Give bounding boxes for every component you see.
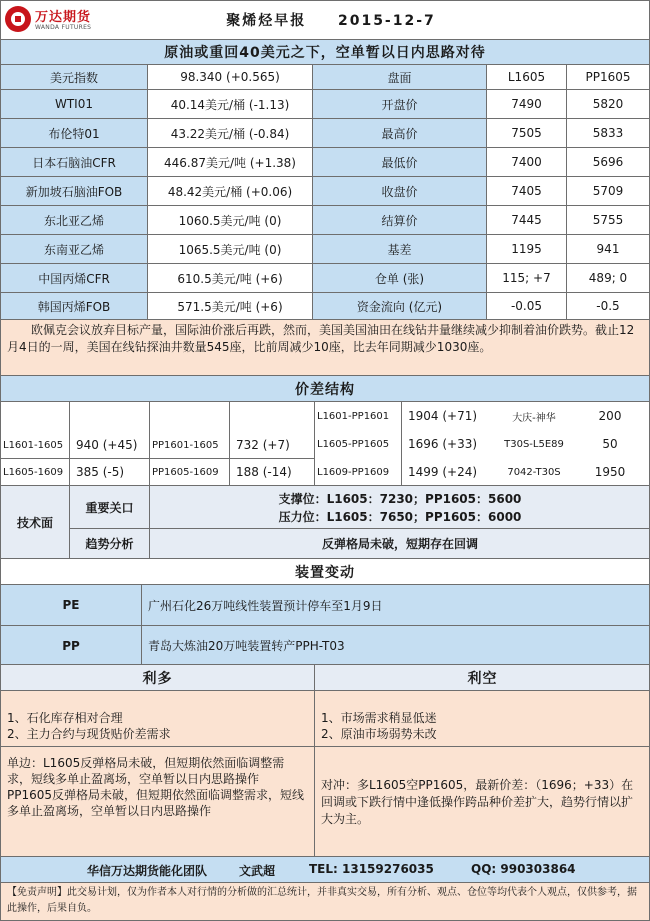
spread-title: 价差结构	[0, 376, 650, 402]
futures-header-pp1605: PP1605	[567, 65, 650, 90]
devices-title: 装置变动	[0, 559, 650, 585]
market-label: 布伦特01	[0, 119, 148, 148]
device-text-pp: 青岛大炼油20万吨装置转产PPH-T03	[148, 639, 345, 653]
strategy-section	[0, 747, 650, 857]
report-header	[0, 0, 650, 40]
news-summary: 欧佩克会议放弃目标产量，国际油价涨后再跌，然而，美国美国油田在线钻井量继续减少抑制着油价跌势。截止12月4日的一周，美国在线钻探油井数量545座，比前周减少10座，比去年同期减少1030座。	[0, 320, 650, 376]
futures-value-l1605: 7505	[487, 119, 567, 148]
market-label: 韩国丙烯FOB	[0, 293, 148, 320]
futures-header-l1605: L1605	[487, 65, 567, 90]
market-value: 40.14美元/桶 (-1.13)	[148, 90, 313, 119]
spread-right-name2-1: 大庆-神华	[512, 412, 556, 424]
market-label: 中国丙烯CFR	[0, 264, 148, 293]
author-name: 文武超	[239, 864, 276, 878]
spread-left-value-1: 940 (+45)	[76, 438, 138, 452]
market-label: 美元指数	[0, 65, 148, 90]
spread-right-value2-1: 200	[598, 409, 622, 423]
spread-right-value-2: 1696 (+33)	[408, 437, 478, 451]
futures-label: 仓单 (张)	[313, 264, 487, 293]
spread-right-name2-3: 7042-T30S	[507, 466, 561, 478]
key-level-label: 重要关口	[85, 500, 134, 515]
logo-mark-icon	[5, 6, 31, 32]
futures-value-pp1605: 5755	[567, 206, 650, 235]
spread-mid-value-2: 188 (-14)	[236, 465, 292, 479]
device-label-pe: PE	[62, 598, 80, 612]
trend-text: 反弹格局未破，短期存在回调	[321, 537, 478, 551]
market-label: 新加坡石脑油FOB	[0, 177, 148, 206]
spread-mid-value-1: 732 (+7)	[236, 438, 290, 452]
spread-right-name2-2: T30S-L5E89	[504, 438, 564, 450]
futures-header-label: 盘面	[313, 65, 487, 90]
futures-value-l1605: -0.05	[487, 293, 567, 320]
futures-label: 结算价	[313, 206, 487, 235]
market-value: 610.5美元/吨 (+6)	[148, 264, 313, 293]
market-label: 东南亚乙烯	[0, 235, 148, 264]
futures-label: 开盘价	[313, 90, 487, 119]
spread-mid-name-1: PP1601-1605	[152, 439, 219, 451]
device-text-pe: 广州石化26万吨线性装置预计停车至1月9日	[148, 598, 383, 613]
resistance-level: 压力位：L1605：7650；PP1605：6000	[278, 509, 522, 524]
spread-mid-name-2: PP1605-1609	[152, 466, 219, 478]
contact-phone: TEL: 13159276035	[309, 862, 434, 876]
market-value: 1065.5美元/吨 (0)	[148, 235, 313, 264]
device-label-pp: PP	[62, 638, 80, 653]
logo	[5, 5, 97, 35]
futures-label: 基差	[313, 235, 487, 264]
strategy-hedge: 对冲：多L1605空PP1605，最新价差：（1696；+33）在回调或下跌行情中逢低操作跨品种价差扩大，趋势行情以扩大为主。	[321, 778, 634, 826]
spread-table	[0, 402, 650, 486]
disclaimer: 【免责声明】此交易计划，仅为作者本人对行情的分析做的汇总统计，并非真实交易，所有分析、观点、仓位等均代表个人观点，仅供参考，据此操作，后果自负。	[0, 883, 650, 921]
spread-right-name-3: L1609-PP1609	[317, 466, 390, 478]
spread-left-value-2: 385 (-5)	[76, 465, 125, 479]
bull-title: 利多	[142, 670, 173, 687]
bear-item-1: 1、市场需求稍显低迷	[321, 711, 437, 725]
spread-right-value2-2: 50	[602, 437, 618, 451]
logo-text: 万达期货	[35, 10, 92, 25]
bull-item-1: 1、石化库存相对合理	[7, 711, 123, 725]
futures-value-l1605: 1195	[487, 235, 567, 264]
market-label: 日本石脑油CFR	[0, 148, 148, 177]
market-value: 1060.5美元/吨 (0)	[148, 206, 313, 235]
support-level: 支撑位：L1605：7230；PP1605：5600	[278, 491, 522, 506]
spread-right-value2-3: 1950	[594, 465, 626, 479]
futures-value-l1605: 7445	[487, 206, 567, 235]
spread-right-name-1: L1601-PP1601	[317, 410, 390, 422]
technical-section	[0, 486, 650, 559]
outlook-body	[0, 691, 650, 747]
futures-value-l1605: 7490	[487, 90, 567, 119]
headline: 原油或重回40美元之下，空单暂以日内思路对待	[0, 40, 650, 65]
outlook-header	[0, 665, 650, 691]
spread-right-value-1: 1904 (+71)	[408, 409, 478, 423]
futures-value-l1605: 7400	[487, 148, 567, 177]
futures-value-pp1605: 5696	[567, 148, 650, 177]
futures-value-pp1605: 941	[567, 235, 650, 264]
spread-right-value-3: 1499 (+24)	[408, 465, 478, 479]
market-value: 43.22美元/桶 (-0.84)	[148, 119, 313, 148]
technical-label: 技术面	[16, 515, 53, 530]
market-value: 446.87美元/吨 (+1.38)	[148, 148, 313, 177]
futures-value-pp1605: 5709	[567, 177, 650, 206]
market-value: 571.5美元/吨 (+6)	[148, 293, 313, 320]
spread-left-name-2: L1605-1609	[3, 466, 64, 478]
futures-label: 收盘价	[313, 177, 487, 206]
futures-value-pp1605: 5820	[567, 90, 650, 119]
futures-value-pp1605: 489; 0	[567, 264, 650, 293]
contact-qq: QQ: 990303864	[471, 862, 576, 876]
futures-value-l1605: 7405	[487, 177, 567, 206]
report-date: 2015-12-7	[337, 13, 436, 29]
spread-right-name-2: L1605-PP1605	[317, 438, 390, 450]
contact-bar	[0, 857, 650, 883]
spread-left-name-1: L1601-1605	[3, 439, 64, 451]
logo-subtext: WANDA FUTURES	[35, 24, 92, 31]
bear-title: 利空	[467, 670, 498, 687]
title-text: 聚烯烃早报	[226, 13, 307, 29]
futures-value-pp1605: 5833	[567, 119, 650, 148]
market-label: WTI01	[0, 90, 148, 119]
futures-label: 资金流向 (亿元)	[313, 293, 487, 320]
futures-value-l1605: 115; +7	[487, 264, 567, 293]
futures-label: 最高价	[313, 119, 487, 148]
report-title	[201, 10, 461, 30]
futures-label: 最低价	[313, 148, 487, 177]
futures-value-pp1605: -0.5	[567, 293, 650, 320]
devices-table	[0, 585, 650, 665]
bull-item-2: 2、主力合约与现货贴价差需求	[7, 727, 171, 741]
market-table	[0, 65, 650, 320]
market-label: 东北亚乙烯	[0, 206, 148, 235]
trend-label: 趋势分析	[85, 537, 134, 551]
market-value: 48.42美元/桶 (+0.06)	[148, 177, 313, 206]
bear-item-2: 2、原油市场弱势未改	[321, 727, 437, 741]
team-name: 华信万达期货能化团队	[87, 864, 208, 878]
market-value: 98.340 (+0.565)	[148, 65, 313, 90]
strategy-single: 单边：L1605反弹格局未破，但短期依然面临调整需求，短线多单止盈离场，空单暂以日内思路操作 PP1605反弹格局未破，但短期依然面临调整需求，短线多单止盈离场，空单暂以日内思路操作	[7, 756, 305, 818]
